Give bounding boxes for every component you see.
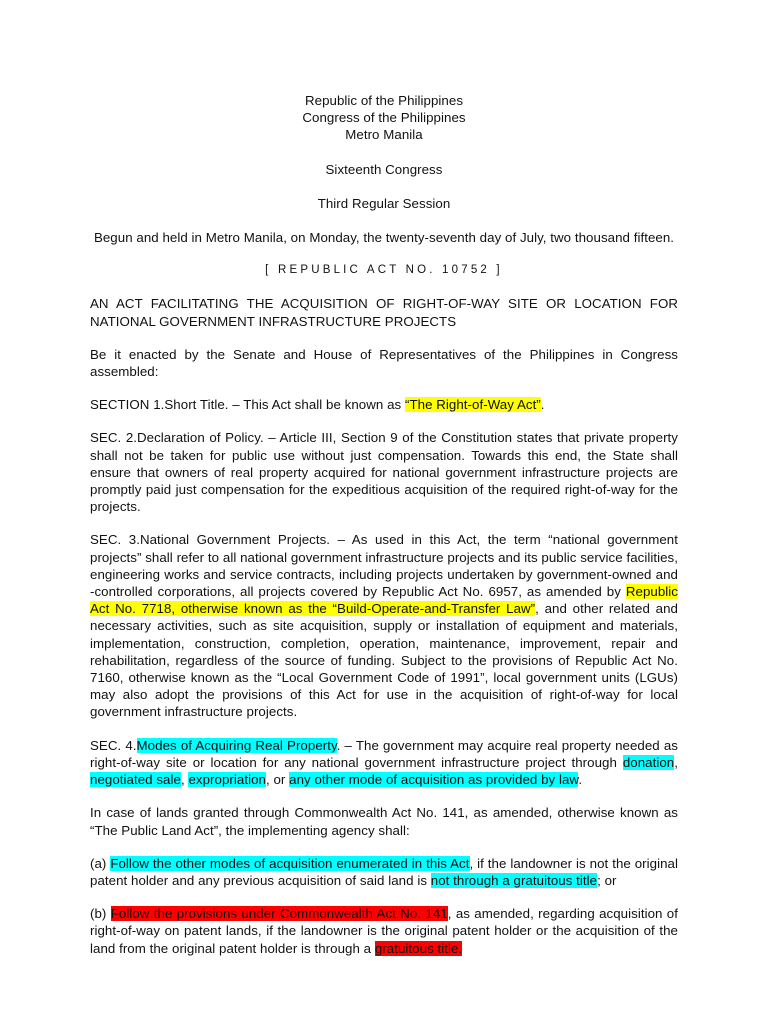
item-a-text: , if the landowner is not the original patent holder and any previous acquisition of said land is (90, 855, 679, 888)
bot-law-highlight: Republic Act No. 7718, otherwise known as the “Build-Operate-and-Transfer Law” (90, 584, 678, 617)
item-a-label: (a) (90, 855, 111, 871)
item-b-highlight-2: gratuitous title. (374, 940, 463, 956)
item-b-highlight-1: Follow the provisions under Commonwealth Act No. 141 (110, 906, 448, 922)
expropriation-highlight: expropriation (188, 772, 266, 788)
modes-heading-highlight: Modes of Acquiring Real Property (136, 737, 337, 753)
item-b-text: , as amended, regarding acquisition of right-of-way on patent lands, if the landowner is the original patent holder or the acquisition of the land from the original patent holder is through a (90, 906, 678, 956)
item-b-label: (b) (90, 906, 111, 922)
begun-statement: Begun and held in Metro Manila, on Monday, the twenty-seventh day of July, two thousand fifteen. (93, 230, 675, 246)
section-4-text: . – The government may acquire real property needed as right-of-way site or location for any national government infrastructure project through (90, 737, 679, 770)
congress-number: Sixteenth Congress (325, 161, 443, 177)
header-republic: Republic of the Philippines (304, 93, 464, 108)
donation-highlight: donation (622, 754, 675, 770)
item-a-end: ; or (597, 872, 617, 888)
section-2: SEC. 2.Declaration of Policy. – Article III, Section 9 of the Constitution states that private property shall not be taken for public use without just compensation. Towards this end, the State shall ensure that owners of real property acquired for national government infrastructure projects are promptly paid just compensation for the expeditious acquisition of the required right-of-way for the projects. (90, 430, 678, 515)
section-4-label: SEC. 4. (90, 737, 137, 753)
section-3-text: SEC. 3.National Government Projects. – As used in this Act, the term “national government projects” shall refer to all national government infrastructure projects and its public service facilities, engineering works and service contracts, including projects undertaken by government-owned and -controlled corporations, all projects covered by Republic Act No. 6957, as amended by (90, 532, 678, 600)
act-number: [ REPUBLIC ACT NO. 10752 ] (265, 264, 503, 277)
section-1 (90, 396, 678, 413)
header-location: Metro Manila (345, 127, 423, 143)
document-body (90, 92, 678, 957)
section-3-rest: , and other related and necessary activities, such as site acquisition, supply or installation of equipment and materials, implementation, construction, completion, operation, maintenance, improvement, repair and rehabilitation, regardless of the source of funding. Subject to the provisions of Republic Act No. 7160, otherwise known as the “Local Government Code of 1991”, local government units (LGUs) may also adopt the provisions of this Act for use in the acquisition of right-of-way for local government infrastructure projects. (90, 601, 678, 720)
act-title: AN ACT FACILITATING THE ACQUISITION OF RIGHT-OF-WAY SITE OR LOCATION FOR NATIONAL GOVERNMENT INFRASTRUCTURE PROJECTS (90, 296, 678, 329)
separator: , or (265, 772, 290, 788)
item-a-highlight-2: not through a gratuitous title (430, 872, 598, 888)
separator: , (180, 772, 189, 788)
other-mode-highlight: any other mode of acquisition as provided by law (289, 772, 579, 788)
public-land-paragraph: In case of lands granted through Commonwealth Act No. 141, as amended, otherwise known as “The Public Land Act”, the implementing agency shall: (90, 805, 678, 838)
negotiated-sale-highlight: negotiated sale (90, 772, 181, 788)
separator: , (674, 754, 678, 770)
section-1-end: . (540, 397, 545, 413)
document-header (90, 92, 678, 279)
section-1-text: SECTION 1.Short Title. – This Act shall be known as (90, 397, 405, 413)
header-congress: Congress of the Philippines (302, 110, 466, 126)
enacting-clause: Be it enacted by the Senate and House of Representatives of the Philippines in Congress assembled: (90, 346, 678, 380)
section-4-end: . (578, 772, 583, 788)
short-title-highlight: “The Right-of-Way Act” (404, 397, 541, 413)
section-3 (90, 531, 678, 720)
item-a (90, 855, 678, 889)
session-name: Third Regular Session (317, 195, 451, 211)
section-4 (90, 737, 678, 789)
item-a-highlight-1: Follow the other modes of acquisition enumerated in this Act (110, 855, 470, 871)
item-b (90, 905, 678, 957)
